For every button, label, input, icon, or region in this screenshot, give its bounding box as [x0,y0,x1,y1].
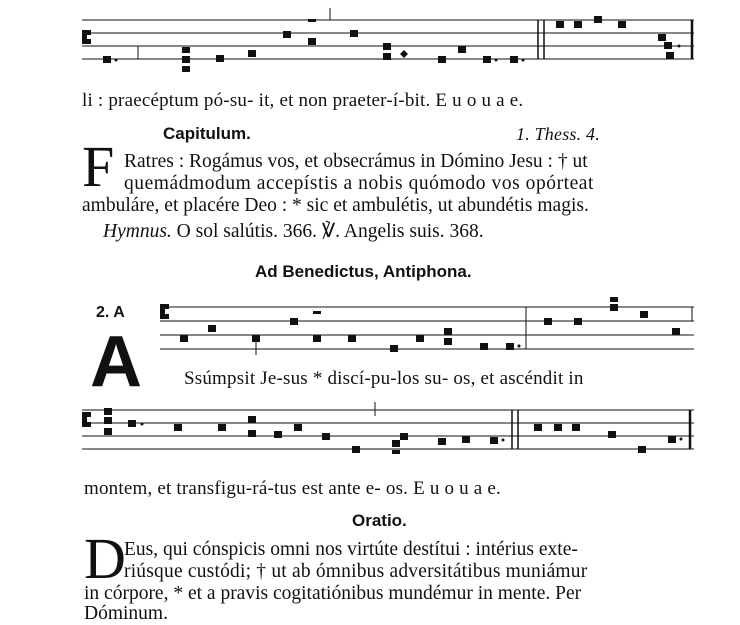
oratio-title: Oratio. [352,511,407,530]
chapter-drop-cap: F [82,134,115,199]
chant-staff-3 [78,400,698,462]
antiphon-lyrics-line-2: montem, et transfigu-rá-tus est ante e- os. E u o u a e. [84,478,501,499]
chapter-text-line-2: quemádmodum accepístis a nobis quómodo vos opórteat [124,173,594,194]
hymn-line [103,221,484,243]
chapter-text-line-3: ambuláre, et placére Deo : * sic et ambulétis, ut abundétis magis. [82,195,589,216]
oratio-line-1: Eus, qui cónspicis omni nos virtúte destítui : intérius exte- [124,539,578,560]
oratio-line-3: in córpore, * et a pravis cogitatiónibus mundémur in mente. Per [84,583,582,604]
staff-1-lyrics: li : praecéptum pó-su- it, et non praeter-í-bit. E u o u a e. [82,90,524,111]
chapter-text-line-1: Ratres : Rogámus vos, et obsecrámus in Dómino Jesu : † ut [124,151,588,172]
capitulum-reference: 1. Thess. 4. [516,124,600,144]
oratio-line-2: riúsque custódi; † ut ab ómnibus adversitátibus muniámur [124,561,588,582]
hymn-text: O sol salútis. 366. ℣. Angelis suis. 368. [176,221,484,242]
hymn-label: Hymnus. [103,221,172,242]
chant-staff-2 [158,291,698,361]
oratio-drop-cap: D [84,526,126,591]
oratio-line-4: Dóminum. [84,603,168,624]
capitulum-title: Capitulum. [163,124,251,143]
antiphon-title: Ad Benedictus, Antiphona. [255,262,472,281]
chant-staff-1 [78,8,698,76]
antiphon-mode: 2. A [96,304,125,321]
antiphon-drop-cap: A [90,322,142,402]
antiphon-lyrics-line-1: Ssúmpsit Je-sus * discí-pu-los su- os, et ascéndit in [184,368,584,389]
